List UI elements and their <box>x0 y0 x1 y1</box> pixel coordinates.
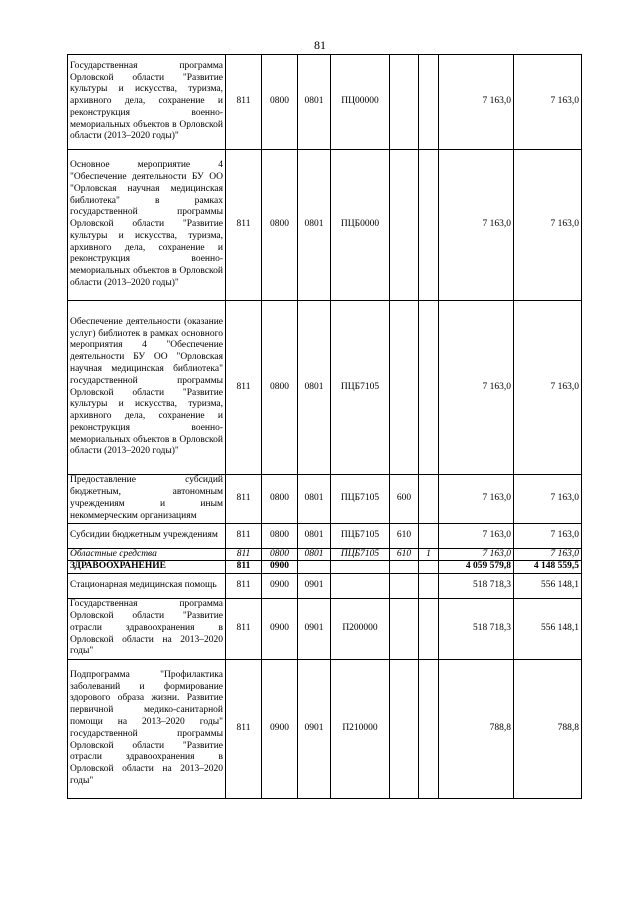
dept-code: 811 <box>226 549 262 561</box>
funding-source: 1 <box>419 549 439 561</box>
row-name: Стационарная медицинская помощь <box>68 573 226 598</box>
row-name: Обеспечение деятельности (оказание услуг) библиотек в рамках основного мероприятия 4 "Обеспечение деятельности БУ ОО "Орловская научная медицинская библиотека" государственной программы Орловской области "Развитие культуры и искусства, туризма, архивного дела, сохранение и реконструкция военно-мемориальных объектов в Орловской области (2013–2020 годы)" <box>68 301 226 475</box>
section-code: 0800 <box>262 524 298 549</box>
expense-type-code <box>390 659 419 798</box>
subsection-code: 0801 <box>298 475 331 524</box>
target-article-code: П210000 <box>331 659 390 798</box>
section-code: 0900 <box>262 561 298 574</box>
table-row <box>68 598 582 659</box>
funding-source <box>419 524 439 549</box>
section-code: 0800 <box>262 150 298 301</box>
subsection-code: 0801 <box>298 524 331 549</box>
section-code: 0800 <box>262 549 298 561</box>
amount-year-1: 518 718,3 <box>439 598 514 659</box>
amount-year-1: 7 163,0 <box>439 475 514 524</box>
row-name: ЗДРАВООХРАНЕНИЕ <box>68 561 226 574</box>
funding-source <box>419 55 439 150</box>
amount-year-1: 788,8 <box>439 659 514 798</box>
dept-code: 811 <box>226 524 262 549</box>
row-name: Подпрограмма "Профилактика заболеваний и формирование здорового образа жизни. Развитие первичной медико-санитарной помощи на 2013–2020 годы" государственной программы Орловской области "Развитие отрасли здравоохранения в Орловской области на 2013–2020 годы" <box>68 659 226 798</box>
dept-code: 811 <box>226 573 262 598</box>
row-name: Предоставление субсидий бюджетным, автономным учреждениям и иным некоммерческим организациям <box>68 475 226 524</box>
budget-table <box>67 54 582 799</box>
expense-type-code <box>390 573 419 598</box>
funding-source <box>419 301 439 475</box>
amount-year-2: 7 163,0 <box>514 549 582 561</box>
dept-code: 811 <box>226 301 262 475</box>
table-row <box>68 573 582 598</box>
row-name: Субсидии бюджетным учреждениям <box>68 524 226 549</box>
amount-year-1: 7 163,0 <box>439 549 514 561</box>
row-name: Государственная программа Орловской области "Развитие культуры и искусства, туризма, архивного дела, сохранение и реконструкция военно-мемориальных объектов в Орловской области (2013–2020 годы)" <box>68 55 226 150</box>
target-article-code: П200000 <box>331 598 390 659</box>
subsection-code: 0801 <box>298 150 331 301</box>
expense-type-code <box>390 561 419 574</box>
funding-source <box>419 150 439 301</box>
section-code: 0900 <box>262 598 298 659</box>
table-row <box>68 475 582 524</box>
amount-year-2: 556 148,1 <box>514 598 582 659</box>
page-number: 81 <box>314 38 326 52</box>
expense-type-code: 610 <box>390 524 419 549</box>
expense-type-code: 600 <box>390 475 419 524</box>
subsection-code: 0801 <box>298 301 331 475</box>
subsection-code: 0901 <box>298 573 331 598</box>
subsection-code: 0801 <box>298 549 331 561</box>
funding-source <box>419 475 439 524</box>
target-article-code: ПЦБ7105 <box>331 475 390 524</box>
funding-source <box>419 598 439 659</box>
target-article-code <box>331 561 390 574</box>
target-article-code: ПЦ00000 <box>331 55 390 150</box>
funding-source <box>419 561 439 574</box>
target-article-code: ПЦБ7105 <box>331 524 390 549</box>
amount-year-2: 7 163,0 <box>514 150 582 301</box>
table-row <box>68 150 582 301</box>
amount-year-2: 7 163,0 <box>514 524 582 549</box>
amount-year-2: 556 148,1 <box>514 573 582 598</box>
expense-type-code <box>390 301 419 475</box>
dept-code: 811 <box>226 598 262 659</box>
subsection-code: 0901 <box>298 659 331 798</box>
expense-type-code: 610 <box>390 549 419 561</box>
section-code: 0800 <box>262 55 298 150</box>
subsection-code: 0901 <box>298 598 331 659</box>
amount-year-2: 788,8 <box>514 659 582 798</box>
row-name: Основное мероприятие 4 "Обеспечение деятельности БУ ОО "Орловская научная медицинская библиотека" в рамках государственной программы Орловской области "Развитие культуры и искусства, туризма, архивного дела, сохранение и реконструкция военно-мемориальных объектов в Орловской области (2013–2020 годы)" <box>68 150 226 301</box>
table-row <box>68 561 582 574</box>
subsection-code <box>298 561 331 574</box>
amount-year-1: 7 163,0 <box>439 524 514 549</box>
subsection-code: 0801 <box>298 55 331 150</box>
target-article-code: ПЦБ7105 <box>331 301 390 475</box>
row-name: Областные средства <box>68 549 226 561</box>
target-article-code: ПЦБ7105 <box>331 549 390 561</box>
dept-code: 811 <box>226 561 262 574</box>
amount-year-2: 7 163,0 <box>514 475 582 524</box>
table-row <box>68 659 582 798</box>
expense-type-code <box>390 55 419 150</box>
funding-source <box>419 573 439 598</box>
dept-code: 811 <box>226 55 262 150</box>
target-article-code: ПЦБ0000 <box>331 150 390 301</box>
funding-source <box>419 659 439 798</box>
dept-code: 811 <box>226 475 262 524</box>
dept-code: 811 <box>226 150 262 301</box>
amount-year-1: 518 718,3 <box>439 573 514 598</box>
amount-year-1: 7 163,0 <box>439 150 514 301</box>
target-article-code <box>331 573 390 598</box>
amount-year-2: 7 163,0 <box>514 55 582 150</box>
section-code: 0800 <box>262 301 298 475</box>
amount-year-2: 7 163,0 <box>514 301 582 475</box>
amount-year-1: 7 163,0 <box>439 301 514 475</box>
amount-year-1: 7 163,0 <box>439 55 514 150</box>
table-row <box>68 549 582 561</box>
section-code: 0900 <box>262 659 298 798</box>
amount-year-1: 4 059 579,8 <box>439 561 514 574</box>
table-row <box>68 55 582 150</box>
section-code: 0900 <box>262 573 298 598</box>
expense-type-code <box>390 598 419 659</box>
dept-code: 811 <box>226 659 262 798</box>
row-name: Государственная программа Орловской области "Развитие отрасли здравоохранения в Орловской области на 2013–2020 годы" <box>68 598 226 659</box>
expense-type-code <box>390 150 419 301</box>
table-row <box>68 524 582 549</box>
section-code: 0800 <box>262 475 298 524</box>
table-row <box>68 301 582 475</box>
amount-year-2: 4 148 559,5 <box>514 561 582 574</box>
